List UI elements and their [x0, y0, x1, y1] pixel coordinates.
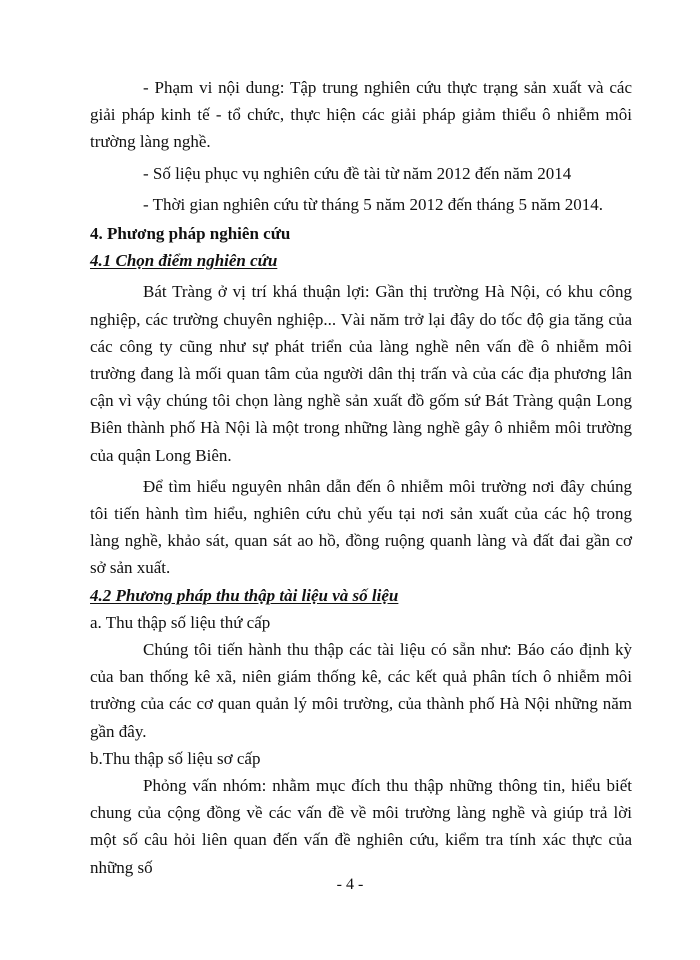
secondary-data-label: a. Thu thập số liệu thứ cấp: [90, 612, 271, 632]
section-4-1-paragraph-2: Để tìm hiểu nguyên nhân dẫn đến ô nhiễm môi trường nơi đây chúng tôi tiến hành tìm hiểu, nghiên cứu chủ yếu tại nơi sản xuất của các hộ trong làng nghề, khảo sát, quan sát ao hồ, đồng ruộng quanh làng và đất đai gần cơ sở sản xuất.: [90, 476, 632, 578]
scope-content-paragraph: - Phạm vi nội dung: Tập trung nghiên cứu thực trạng sản xuất và các giải pháp kinh tế - tổ chức, thực hiện các giải pháp giảm thiểu ô nhiễm môi trường làng nghề.: [90, 78, 632, 152]
page-number: - 4 -: [336, 876, 364, 893]
primary-data-label: b.Thu thập số liệu sơ cấp: [90, 748, 261, 768]
section-4-1-paragraph-1: Bát Tràng ở vị trí khá thuận lợi: Gần thị trường Hà Nội, có khu công nghiệp, các trường chuyên nghiệp... Vài năm trở lại đây do tốc độ gia tăng của các công ty cũng như sự phát triển của làng nghề nên vấn đề ô nhiễm môi trường đang là mối quan tâm của người dân thị trấn và của các địa phương lân cận vì vậy chúng tôi chọn làng nghề sản xuất đồ gốm sứ Bát Tràng quận Long Biên thành phố Hà Nội là một trong những làng nghề gây ô nhiễm môi trường của quận Long Biên.: [90, 282, 632, 465]
document-page: [90, 74, 632, 881]
section-4-1-heading: 4.1 Chọn điểm nghiên cứu: [90, 251, 278, 271]
section-4-heading: 4. Phương pháp nghiên cứu: [90, 224, 291, 244]
time-period-paragraph: - Thời gian nghiên cứu từ tháng 5 năm 2012 đến tháng 5 năm 2014.: [143, 194, 604, 214]
section-4-2-heading: 4.2 Phương pháp thu thập tài liệu và số liệu: [90, 585, 399, 605]
secondary-data-paragraph: Chúng tôi tiến hành thu thập các tài liệu có sẵn như: Báo cáo định kỳ của ban thống kê xã, niên giám thống kê, các kết quả phân tích ô nhiễm môi trường của các cơ quan quản lý môi trường, của thành phố Hà Nội những năm gần đây.: [90, 640, 632, 741]
primary-data-paragraph: Phỏng vấn nhóm: nhằm mục đích thu thập những thông tin, hiểu biết chung của cộng đồng về các vấn đề về môi trường làng nghề và giúp trả lời một số câu hỏi liên quan đến vấn đề nghiên cứu, kiểm tra tính xác thực của những số: [90, 776, 632, 877]
data-period-paragraph: - Số liệu phục vụ nghiên cứu đề tài từ năm 2012 đến năm 2014: [143, 163, 572, 183]
